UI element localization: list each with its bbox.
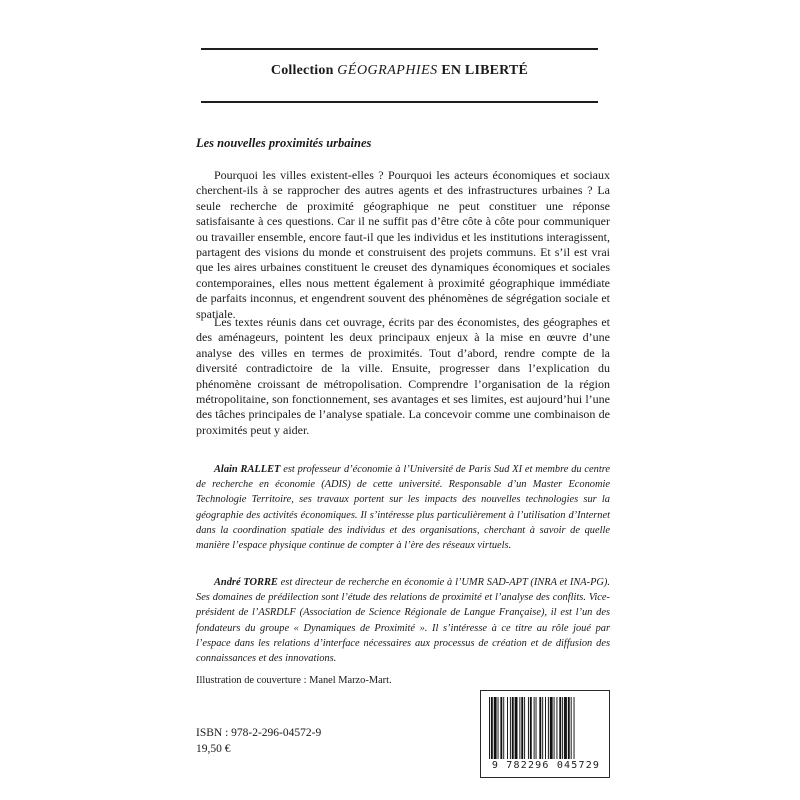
barcode-bar (564, 697, 567, 759)
barcode-bar (515, 697, 518, 759)
barcode-digits: 9 782296 045729 (491, 760, 601, 771)
barcode-bar (521, 697, 523, 759)
barcode-bar (568, 697, 570, 759)
barcode-bar (539, 697, 541, 759)
barcode-bar (550, 697, 553, 759)
barcode-bar (500, 697, 502, 759)
summary-paragraph-2: Les textes réunis dans cet ouvrage, écrits par des économistes, des géographes et des aménageurs, pointent les deux principaux enjeux à la mise en œuvre d’une analyse des villes en termes de proximités. Tout d’abord, rendre compte de la diversité contradictoire de la ville. Ensuite, progresser dans l’explication du phénomène croissant de métropolisation. Comprendre l’organisation de la région métropolitaine, son fonctionnement, ses avantages et ses limites, est aujourd’hui l’une des tâches principales de l’analyse spatiale. La concevoir comme une combinaison de proximités peut y aider. (196, 315, 610, 437)
top-rule (201, 48, 598, 50)
barcode-bar (574, 697, 575, 759)
illustration-credit: Illustration de couverture : Manel Marzo-Mart. (196, 675, 392, 686)
barcode-bar (519, 697, 520, 759)
author-bio-rallet (196, 462, 610, 553)
book-title: Les nouvelles proximités urbaines (196, 136, 372, 150)
author-name-torre: André TORRE (214, 577, 278, 588)
barcode-bar (562, 697, 563, 759)
barcode-bar (498, 697, 499, 759)
barcode-bar (512, 697, 514, 759)
barcode-bar (510, 697, 511, 759)
barcode-bar (542, 697, 543, 759)
barcode-bar (545, 697, 546, 759)
barcode-bar (507, 697, 508, 759)
collection-header (201, 63, 598, 79)
barcode-bar (530, 697, 532, 759)
barcode-bar (536, 697, 537, 759)
barcode-bars (489, 697, 603, 759)
barcode-bar (491, 697, 493, 759)
barcode-bar (556, 697, 557, 759)
barcode-bar (489, 697, 490, 759)
author-bio-torre (196, 575, 610, 666)
collection-series: GÉOGRAPHIES (337, 63, 438, 78)
barcode-bar (534, 697, 535, 759)
barcode-bar (524, 697, 525, 759)
author-name-rallet: Alain RALLET (214, 464, 281, 475)
price: 19,50 € (196, 743, 231, 755)
barcode-bar (494, 697, 497, 759)
barcode-bar (554, 697, 555, 759)
collection-prefix: Collection (270, 63, 334, 78)
barcode-bar (559, 697, 561, 759)
bottom-rule (201, 101, 598, 103)
barcode-bar (528, 697, 529, 759)
barcode-bar (548, 697, 549, 759)
barcode-bar (571, 697, 572, 759)
author-bio-text-torre: est directeur de recherche en économie à l’UMR SAD-APT (INRA et INA-PG). Ses domaines de prédilection sont l’étude des relations de proximité et l’analyse des conflits. Vice-président de l’ASRDLF (Association de Science Régionale de Langue Française), il est l’un des fondateurs du groupe « Dynamiques de Proximité ». Il s’intéresse à ce titre au rôle joué par l’espace dans les relations d’interface nécessaires aux processus de création et de diffusion des connaissances et des innovations. (196, 577, 610, 665)
summary-paragraph-1: Pourquoi les villes existent-elles ? Pourquoi les acteurs économiques et sociaux cherchent-ils à se rapprocher des autres agents et des infrastructures urbaines ? La seule recherche de proximité géographique ne peut constituer une réponse satisfaisante à ces questions. Car il ne suffit pas d’être côte à côte pour communiquer ou travailler ensemble, encore faut-il que les individus et les institutions interagissent, partagent des visions du monde et construisent des projets communs. Et s’il est vrai que les aires urbaines constituent le creuset des dynamiques économiques et sociales contemporaines, elles nous mettent également à proximité géographique immédiate de parfaits inconnus, et engendrent souvent des phénomènes de ségrégation sociale et spatiale. (196, 168, 610, 321)
collection-suffix: EN LIBERTÉ (441, 63, 529, 78)
author-bio-text-rallet: est professeur d’économie à l’Université de Paris Sud XI et membre du centre de recherche en économie (ADIS) de cette université. Responsable d’un Master Economie Technologie Territoire, ses travaux portent sur les impacts des nouvelles technologies sur la géographie des activités économiques. Il s’intéresse plus particulièrement à l’utilisation d’Internet dans la coordination spatiale des individus et des organisations, cherchant à savoir de quelle manière l’espace physique continue de compter à l’ère des réseaux virtuels. (196, 464, 611, 552)
barcode-bar (503, 697, 504, 759)
barcode (480, 690, 610, 778)
isbn: ISBN : 978-2-296-04572-9 (196, 727, 322, 739)
